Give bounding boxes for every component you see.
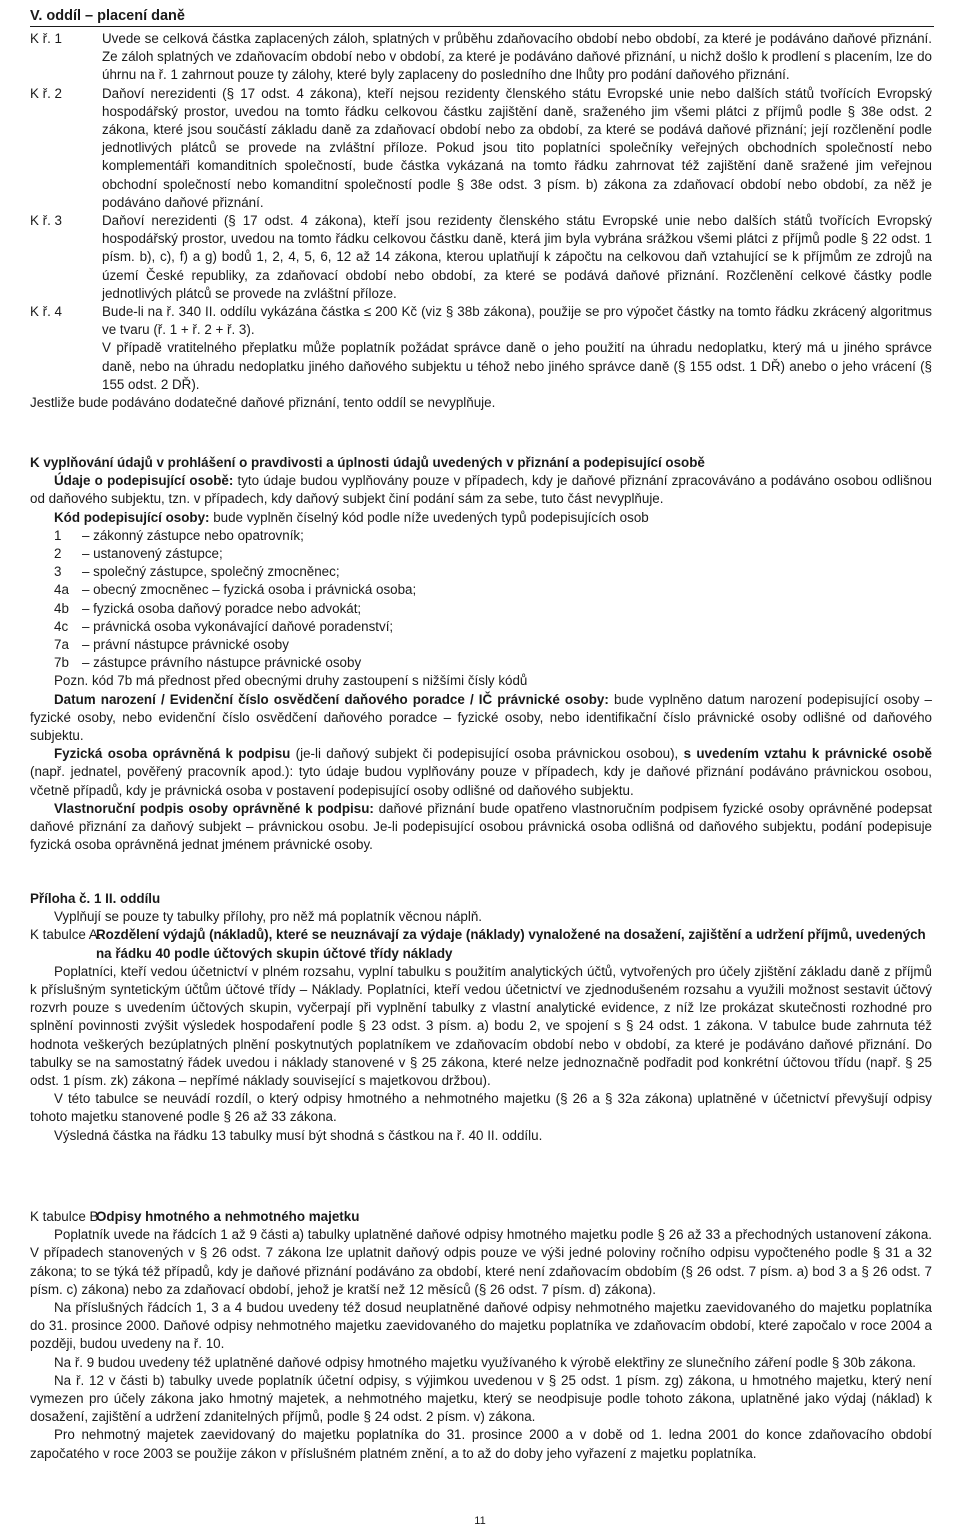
section-title: V. oddíl – placení daně [30, 6, 934, 27]
table-b-heading [30, 1208, 932, 1226]
note-row-4 [30, 303, 932, 394]
appendix-section [30, 890, 932, 1145]
note-body [102, 303, 932, 394]
code-description: – společný zástupce, společný zmocněnec; [82, 564, 340, 580]
code-description: – právní nástupce právnické osoby [82, 637, 289, 653]
table-a-label: K tabulce A. [30, 927, 102, 943]
note-row-1 [30, 30, 932, 85]
table-b-paragraph: Na ř. 12 v části b) tabulky uvede poplatník účetní odpisy, s výjimkou uvedenou v § 25 odst. 1 písm. zg) zákona, u hmotného majetku, který není vymezen pro účely zákona jako hmotný majetek, a nehmotného majetku, který se neodpisuje podle tohoto zákona, uplatněné jako výdaj (náklad) k dosažení, zajištění a udržení zdanitelných příjmů, podle § 24 odst. 2 písm. v) zákona. [30, 1372, 932, 1425]
declaration-section [30, 454, 932, 854]
code-value: 1 [54, 527, 62, 543]
list-item [54, 636, 932, 654]
list-item [54, 581, 932, 599]
note-paragraph: V případě vratitelného přeplatku může poplatník požádat správce daně o jeho použití na úhradu nedoplatku, který má u jiného správce daně, nebo na úhradu nedoplatku jiného daňového subjektu u téhož nebo jiného správce daně (§ 155 odst. 1 DŘ) anebo o jeho vrácení (§ 155 odst. 2 DŘ). [102, 340, 932, 392]
code-value: 3 [54, 564, 62, 580]
list-item [54, 545, 932, 563]
appendix-title: Příloha č. 1 II. oddílu [30, 891, 161, 906]
note-body [102, 212, 932, 303]
appendix-intro: Vyplňují se pouze ty tabulky přílohy, pro něž má poplatník věcnou náplň. [54, 909, 483, 925]
code-value: 2 [54, 546, 62, 562]
birth-paragraph [30, 691, 932, 746]
birth-text: bude vyplněno datum narození podepisující osoby – fyzické osoby, nebo evidenční číslo osvědčení daňového poradce – fyzické osoby, nebo identifikační číslo právnické osoby odlišné od daňového subjektu. [30, 691, 932, 744]
note-row-3 [30, 212, 932, 303]
authorized-paragraph [30, 745, 932, 800]
table-a-title: Rozdělení výdajů (nákladů), které se neuznávají za výdaje (náklady) vynaložené na dosažení, zajištění a udržení příjmů, uvedených na řádku 40 podle účtových skupin účtové třídy náklady [96, 927, 926, 961]
note-label: K ř. 4 [30, 304, 62, 320]
addendum-note: Jestliže bude podáváno dodatečné daňové přiznání, tento oddíl se nevyplňuje. [30, 395, 496, 411]
table-b-paragraph: Poplatník uvede na řádcích 1 až 9 části a) tabulky uplatněné daňové odpisy hmotného majetku podle § 26 až 33 a přechodných ustanovení zákona. V případech stanovených v § 26 odst. 7 zákona lze uplatnit daňový odpis pouze ve výši jedné poloviny ročního odpisu vypočteného podle § 31 a 32 zákona; to se týká též případů, kdy je daňové přiznání podáváno za období, které není zdaňovacím obdobím (§ 26 odst. 7 písm. a) bod 3 a § 26 odst. 7 písm. c) zákona) nebo za zdaňovací období, jehož je kratší než 12 měsíců (§ 26 odst. 7 písm. d) zákona). [30, 1227, 932, 1297]
code-paragraph [30, 509, 932, 527]
signer-paragraph [30, 472, 932, 508]
table-a-paragraph: Výsledná částka na řádku 13 tabulky musí být shodná s částkou na ř. 40 II. oddílu. [54, 1127, 543, 1143]
authorized-term: Fyzická osoba oprávněná k podpisu [54, 746, 291, 762]
signer-codes-list [54, 527, 932, 691]
table-a-paragraph: V této tabulce se neuvádí rozdíl, o který odpisy hmotného a nehmotného majetku (§ 26 a § 32a zákona) uplatněné v účetnictví převyšují odpisy tohoto majetku stanovené podle § 26 až 33 zákona. [30, 1091, 932, 1125]
note-paragraph: Daňoví nerezidenti (§ 17 odst. 4 zákona), kteří jsou rezidenty členského státu Evropské unie nebo dalších států tvořících Evropský hospodářský prostor, uvedou na tomto řádku celkovou částku daně, která jim byla vybrána srážkou všemi plátci z příjmů podle § 22 odst. 1 písm. b), c), f) a g) bodů 1, 2, 4, 5, 6, 12 až 14 zákona, kterou uplatňují k zápočtu na celkovou daň vztahující se k příjmům ze zdrojů na území České republiky, za zdaňovací období nebo období, za které se podává daňové přiznání. Rozčlenění celkové částky podle jednotlivých plátců se provede na zvláštní příloze. [102, 213, 932, 301]
authorized-term-relation: s uvedením vztahu k právnické osobě [683, 746, 932, 762]
signature-paragraph [30, 800, 932, 855]
section-notes [30, 30, 932, 412]
code-description: – fyzická osoba daňový poradce nebo advokát; [82, 600, 362, 616]
table-a-heading [30, 926, 932, 962]
table-b-paragraph: Na příslušných řádcích 1, 3 a 4 budou uvedeny též dosud neuplatněné daňové odpisy nehmotného majetku zaevidovaného do majetku poplatníka do 31. prosince 2000. Daňové odpisy nehmotného majetku zaevidovaného do majetku poplatníka ve zdaňovacím období, které započalo v roce 2004 a později, budou uvedeny na ř. 10. [30, 1300, 932, 1352]
note-body [102, 85, 932, 212]
list-item [54, 618, 932, 636]
code-term: Kód podepisující osoby: [54, 509, 210, 525]
birth-term: Datum narození / Evidenční číslo osvědčení daňového poradce / IČ právnické osoby: [54, 691, 609, 707]
authorized-text: (např. jednatel, pověřený pracovník apod.): tyto údaje budou vyplňovány pouze v případech, kdy je daňové přiznání podáváno právnickou osobou, včetně případů, kdy je právnická osoba v postavení podepisující osoby odlišné od daňového subjektu. [30, 764, 932, 798]
code-description: – ustanovený zástupce; [82, 546, 223, 562]
code-value: 4c [54, 618, 69, 634]
code-text: bude vyplněn číselný kód podle níže uvedených typů podepisujících osob [213, 509, 649, 525]
table-a-paragraph: Poplatníci, kteří vedou účetnictví v plném rozsahu, vyplní tabulku s použitím analytických účtů, vytvořených pro účely zjištění základu daně z příjmů k příslušným syntetickým účtům účtové třídy – Náklady. Poplatníci, kteří vedou účetnictví ve zjednodušeném rozsahu a využili možnost sestavit účtový rozvrh pouze s uvedením účtových skupin, vyčerpají při vyplnění tabulky z vlastní analytické evidence, z níž lze prokázat skutečnosti rozhodné pro splnění povinnosti zvýšit výsledek hospodaření podle § 23 odst. 3 písm. a) bodu 2, ve spojení s § 24 odst. 1 zákona. V tabulce bude zahrnuta též hodnota veškerých bezúplatných plnění poskytnutých poplatníkem ve zdaňovacím období nebo v období, za které je podáváno daňové přiznání. Do tabulky se na samostatný řádek uvedou i náklady stanovené v § 25 zákona, které nelze jednoznačně podřadit pod konkrétní účtovou třídu (např. § 25 odst. 1 písm. zk) zákona – nepřímé náklady související s majetkovou držbou). [30, 963, 932, 1089]
signature-term: Vlastnoruční podpis osoby oprávněné k podpisu: [54, 800, 374, 816]
signer-text: tyto údaje budou vyplňovány pouze v případech, kdy je daňové přiznání zpracováváno a podáváno osobou odlišnou od daňového subjektu, tzn. v případech, kdy daňový subjekt činí podání sám za sebe, tuto část nevyplňuje. [30, 473, 932, 507]
signer-term: Údaje o podepisující osobě: [54, 473, 234, 489]
signature-text: daňové přiznání bude opatřeno vlastnoručním podpisem fyzické osoby oprávněné podepsat daňové přiznání za daňový subjekt – právnickou osobu. Je-li podepisující osobou právnická osoba odlišná od daňového subjektu, podání podepisuje fyzická osoba oprávněná jednat jménem právnické osoby. [30, 800, 932, 853]
list-item [54, 654, 932, 672]
code-value: 4b [54, 600, 69, 616]
table-b-paragraph: Na ř. 9 budou uvedeny též uplatněné daňové odpisy hmotného majetku využívaného k výrobě elektřiny ze slunečního záření podle § 30b zákona. [54, 1354, 917, 1370]
list-item [54, 600, 932, 618]
codes-note: Pozn. kód 7b má přednost před obecnými druhy zastoupení s nižšími čísly kódů [54, 673, 528, 689]
table-b-title: Odpisy hmotného a nehmotného majetku [96, 1209, 360, 1224]
table-b-label: K tabulce B. [30, 1209, 103, 1224]
list-item [54, 527, 932, 545]
page-number: 11 [474, 1515, 486, 1527]
note-paragraph: Daňoví nerezidenti (§ 17 odst. 4 zákona), kteří nejsou rezidenty členského státu Evropské unie nebo dalších států tvořících Evropský hospodářský prostor, uvedou na tomto řádku celkovou částku zajištění daně, sraženého jim všemi plátci z příjmů podle § 38e odst. 2 zákona, které jsou součástí základu daně za zdaňovací období nebo za období, za které se podává daňové přiznání; její rozčlenění podle jednotlivých plátců se provede na zvláštní příloze. Pokud jsou tito poplatníci společníky veřejných obchodních společností nebo komplementáři komanditních společností, bude částka vykázaná na tomto řádku zahrnovat též zajištění daně sražené jim veřejnou obchodní společností nebo komanditní společností podle § 38e odst. 3 písm. b) zákona za zdaňovací období nebo období, za něž je podáváno daňové přiznání. [102, 85, 932, 210]
code-description: – obecný zmocněnec – fyzická osoba i právnická osoba; [82, 582, 417, 598]
note-paragraph: Bude-li na ř. 340 II. oddílu vykázána částka ≤ 200 Kč (viz § 38b zákona), použije se pro výpočet částky na tomto řádku zkrácený algoritmus ve tvaru (ř. 1 + ř. 2 + ř. 3). [102, 304, 932, 338]
note-paragraph: Uvede se celková částka zaplacených záloh, splatných v průběhu zdaňovacího období nebo období, za které je podáváno daňové přiznání. Ze záloh splatných ve zdaňovacím období nebo v období, za které je podáváno daňové přiznání, u nichž došlo k prodlení s placením, lze do úhrnu na ř. 1 zahrnout pouze ty zálohy, které byly zaplaceny do posledního dne lhůty pro podání daňového přiznání. [102, 31, 932, 83]
note-label: K ř. 1 [30, 31, 62, 46]
note-label: K ř. 2 [30, 85, 62, 101]
declaration-title: K vyplňování údajů v prohlášení o pravdivosti a úplnosti údajů uvedených v přiznání a podepisující osobě [30, 455, 705, 470]
code-value: 7b [54, 655, 69, 671]
list-item [54, 563, 932, 581]
code-description: – právnická osoba vykonávající daňové poradenství; [82, 618, 394, 634]
table-b-paragraph: Pro nehmotný majetek zaevidovaný do majetku poplatníka do 31. prosince 2000 a v době od 1. ledna 2001 do konce zdaňovacího období započatého v roce 2003 se použije zákon v příslušném platném znění, a to až do doby jeho vyřazení z majetku poplatníka. [30, 1427, 932, 1461]
note-body [102, 30, 932, 85]
code-description: – zákonný zástupce nebo opatrovník; [82, 527, 304, 543]
code-value: 4a [54, 582, 69, 598]
note-label: K ř. 3 [30, 213, 62, 229]
code-value: 7a [54, 637, 69, 653]
note-row-2 [30, 85, 932, 212]
table-b-section [30, 1208, 932, 1463]
authorized-paren: (je-li daňový subjekt či podepisující osoba právnickou osobou), [295, 746, 679, 762]
code-description: – zástupce právního nástupce právnické osoby [82, 655, 362, 671]
